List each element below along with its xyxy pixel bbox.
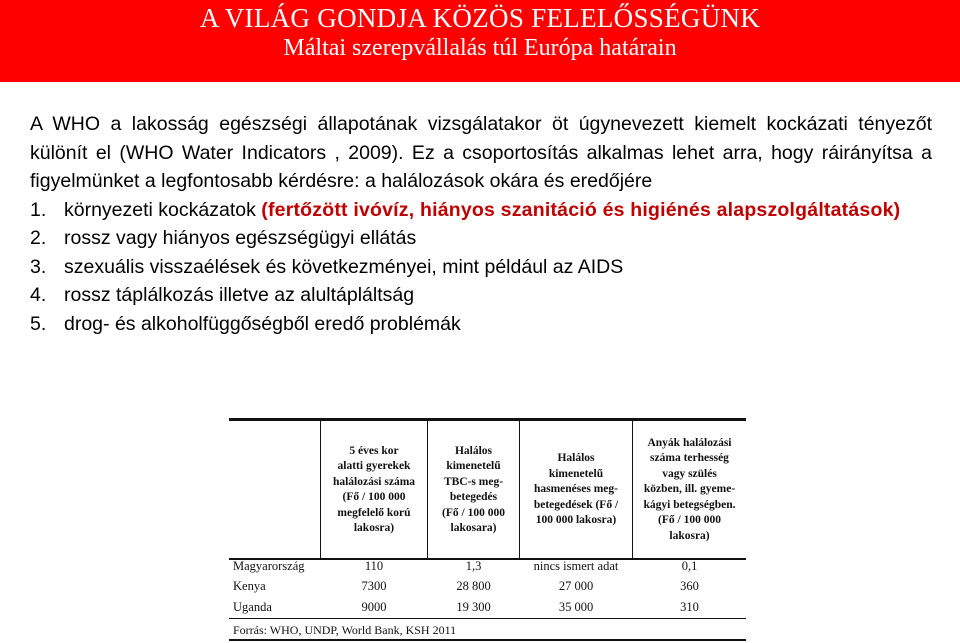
column-header-line: 5 éves kor bbox=[349, 444, 399, 457]
column-header-line: 100 000 lakosra) bbox=[535, 514, 617, 527]
list-number: 4. bbox=[30, 284, 47, 306]
column-header-line: alatti gyerekek bbox=[337, 460, 411, 472]
column-header-line: Anyák halálozási bbox=[647, 436, 732, 449]
source-rule bbox=[229, 639, 746, 641]
column-header-line: lakosra) bbox=[353, 522, 395, 534]
table-cell: 27 000 bbox=[558, 579, 594, 593]
column-header-line: (Fő / 100 000 bbox=[658, 514, 721, 527]
list-number: 2. bbox=[30, 227, 47, 249]
column-header bbox=[428, 422, 519, 558]
table-cell: 0,1 bbox=[681, 559, 698, 573]
column-header-line: megfelelő korú bbox=[337, 506, 411, 519]
table-source: Forrás: WHO, UNDP, World Bank, KSH 2011 bbox=[233, 623, 457, 637]
column-header-line: hasmenéses meg- bbox=[533, 483, 618, 496]
column-header bbox=[633, 422, 746, 558]
table-cell: 19 300 bbox=[456, 600, 491, 614]
column-header-line: kágyi betegségben. bbox=[643, 498, 736, 511]
table-row bbox=[229, 576, 746, 597]
list-number: 3. bbox=[30, 255, 47, 278]
column-header-line: betegedések (Fő / bbox=[533, 498, 619, 511]
country-cell: Magyarország bbox=[233, 559, 305, 573]
table-bottom-rule bbox=[229, 618, 746, 619]
list-item bbox=[30, 253, 932, 282]
country-cell: Uganda bbox=[233, 600, 272, 614]
slide-body bbox=[30, 110, 932, 338]
column-header-text bbox=[534, 451, 618, 529]
column-header-line: száma terhesség bbox=[650, 452, 729, 465]
column-header-text bbox=[644, 436, 736, 545]
intro-paragraph: A WHO a lakosság egészségi állapotának vizsgálatakor öt úgynevezett kiemelt kockázati tényezőt különít el (WHO Water Indicators , 2009). Ez a csoportosítás alkalmas lehet arra, hogy ráirányítsa a figyelmünket a legfontosabb kérdésre: a halálozások okára és eredőjére bbox=[30, 113, 932, 192]
list-text bbox=[64, 196, 932, 225]
column-header-line: vagy szülés bbox=[662, 467, 717, 480]
table-cell: 110 bbox=[364, 559, 384, 573]
list-text: rossz táplálkozás illetve az alultápláltság bbox=[64, 284, 415, 306]
list-number: 5. bbox=[30, 312, 47, 335]
table-row bbox=[229, 556, 746, 577]
column-header-line: Halálos bbox=[557, 452, 595, 465]
list-item bbox=[30, 281, 932, 310]
table-cell: 310 bbox=[680, 600, 699, 614]
risk-factor-list bbox=[30, 196, 932, 339]
column-header-line: halálozási száma bbox=[332, 475, 416, 488]
column-header-line: kimenetelű bbox=[446, 460, 501, 472]
column-header bbox=[520, 422, 632, 558]
column-header-line: Halálos bbox=[454, 444, 493, 457]
table-cell: 9000 bbox=[361, 600, 387, 614]
table-cell: 28 800 bbox=[456, 579, 491, 593]
slide-subtitle: Máltai szerepvállalás túl Európa határain bbox=[283, 35, 677, 61]
table-cell: 7300 bbox=[361, 579, 387, 593]
column-header-line: kimenetelű bbox=[548, 467, 604, 480]
column-header-line: TBC-s meg- bbox=[443, 475, 504, 488]
list-text-highlight: (fertőzött ivóvíz, hiányos szanitáció és higiénés alapszolgáltatások) bbox=[261, 198, 901, 221]
table-cell: nincs ismert adat bbox=[533, 559, 619, 573]
list-item bbox=[30, 224, 932, 253]
column-header-line: lakosra) bbox=[669, 529, 710, 542]
column-header-line: betegedés bbox=[449, 491, 498, 503]
list-item bbox=[30, 196, 932, 225]
column-header-text bbox=[333, 444, 415, 537]
list-text: szexuális visszaélések és következményei, mint például az AIDS bbox=[64, 255, 624, 278]
table-cell: 1,3 bbox=[465, 559, 482, 573]
column-header-text bbox=[442, 444, 505, 537]
column-header-line: közben, ill. gyeme- bbox=[643, 483, 736, 496]
column-header-line: lakosara) bbox=[450, 522, 497, 534]
list-text-plain: környezeti kockázatok bbox=[64, 198, 262, 221]
country-cell: Kenya bbox=[233, 579, 266, 593]
table-cell: 360 bbox=[680, 579, 699, 593]
table-cell: 35 000 bbox=[558, 600, 594, 614]
list-item bbox=[30, 310, 932, 339]
table-row bbox=[229, 597, 746, 618]
table-top-rule bbox=[229, 418, 746, 421]
column-header-line: (Fő / 100 000 bbox=[342, 491, 406, 503]
column-header-line: (Fő / 100 000 bbox=[442, 506, 505, 519]
statistics-table bbox=[229, 418, 746, 641]
slide-title: A VILÁG GONDJA KÖZÖS FELELŐSSÉGÜNK bbox=[199, 3, 761, 33]
column-header bbox=[321, 422, 427, 558]
slide-header bbox=[0, 0, 960, 82]
list-text: rossz vagy hiányos egészségügyi ellátás bbox=[64, 227, 417, 249]
list-number: 1. bbox=[30, 198, 47, 221]
list-text: drog- és alkoholfüggőségből eredő problémák bbox=[64, 312, 461, 335]
